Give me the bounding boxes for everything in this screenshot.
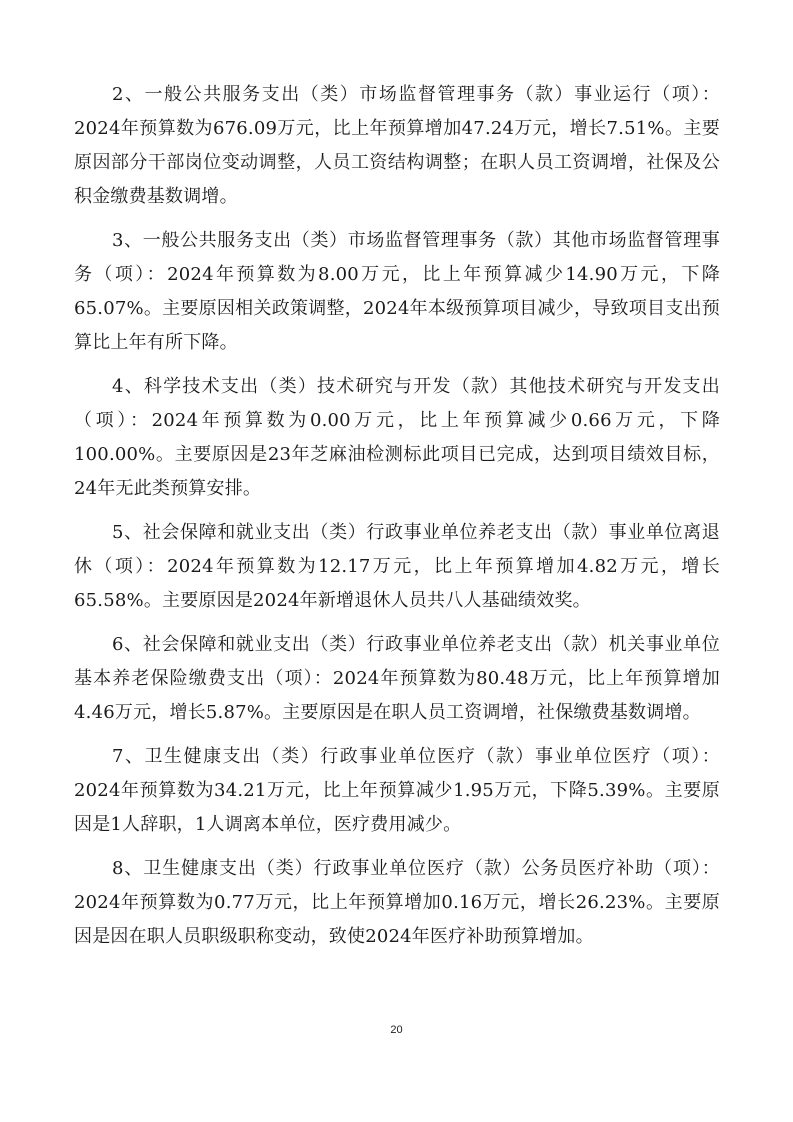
paragraph-item-3: 3、一般公共服务支出（类）市场监督管理事务（款）其他市场监督管理事务（项）：2024年预算数为8.00万元，比上年预算减少14.90万元，下降65.07%。主要原因相关政策调整，2024年本级预算项目减少，导致项目支出预算比上年有所下降。 [74, 230, 720, 353]
paragraph-item-8: 8、卫生健康支出（类）行政事业单位医疗（款）公务员医疗补助（项）：2024年预算数为0.77万元，比上年预算增加0.16万元，增长26.23%。主要原因是因在职人员职级职称变动，致使2024年医疗补助预算增加。 [74, 858, 720, 947]
paragraph-item-2: 2、一般公共服务支出（类）市场监督管理事务（款）事业运行（项）：2024年预算数为676.09万元，比上年预算增加47.24万元，增长7.51%。主要原因部分干部岗位变动调整，人员工资结构调整；在职人员工资调增，社保及公积金缴费基数调增。 [74, 84, 720, 207]
paragraph-item-4: 4、科学技术支出（类）技术研究与开发（款）其他技术研究与开发支出（项）：2024年预算数为0.00万元，比上年预算减少0.66万元，下降100.00%。主要原因是23年芝麻油检测标此项目已完成，达到项目绩效目标，24年无此类预算安排。 [74, 376, 720, 499]
document-body [74, 78, 720, 964]
paragraph-item-5: 5、社会保障和就业支出（类）行政事业单位养老支出（款）事业单位离退休（项）：2024年预算数为12.17万元，比上年预算增加4.82万元，增长65.58%。主要原因是2024年新增退休人员共八人基础绩效奖。 [74, 522, 720, 611]
paragraph-item-6: 6、社会保障和就业支出（类）行政事业单位养老支出（款）机关事业单位基本养老保险缴费支出（项）：2024年预算数为80.48万元，比上年预算增加4.46万元，增长5.87%。主要原因是在职人员工资调增，社保缴费基数调增。 [74, 634, 720, 723]
page-number: 20 [390, 1024, 403, 1036]
paragraph-item-7: 7、卫生健康支出（类）行政事业单位医疗（款）事业单位医疗（项）：2024年预算数为34.21万元，比上年预算减少1.95万元，下降5.39%。主要原因是1人辞职，1人调离本单位，医疗费用减少。 [74, 746, 720, 835]
